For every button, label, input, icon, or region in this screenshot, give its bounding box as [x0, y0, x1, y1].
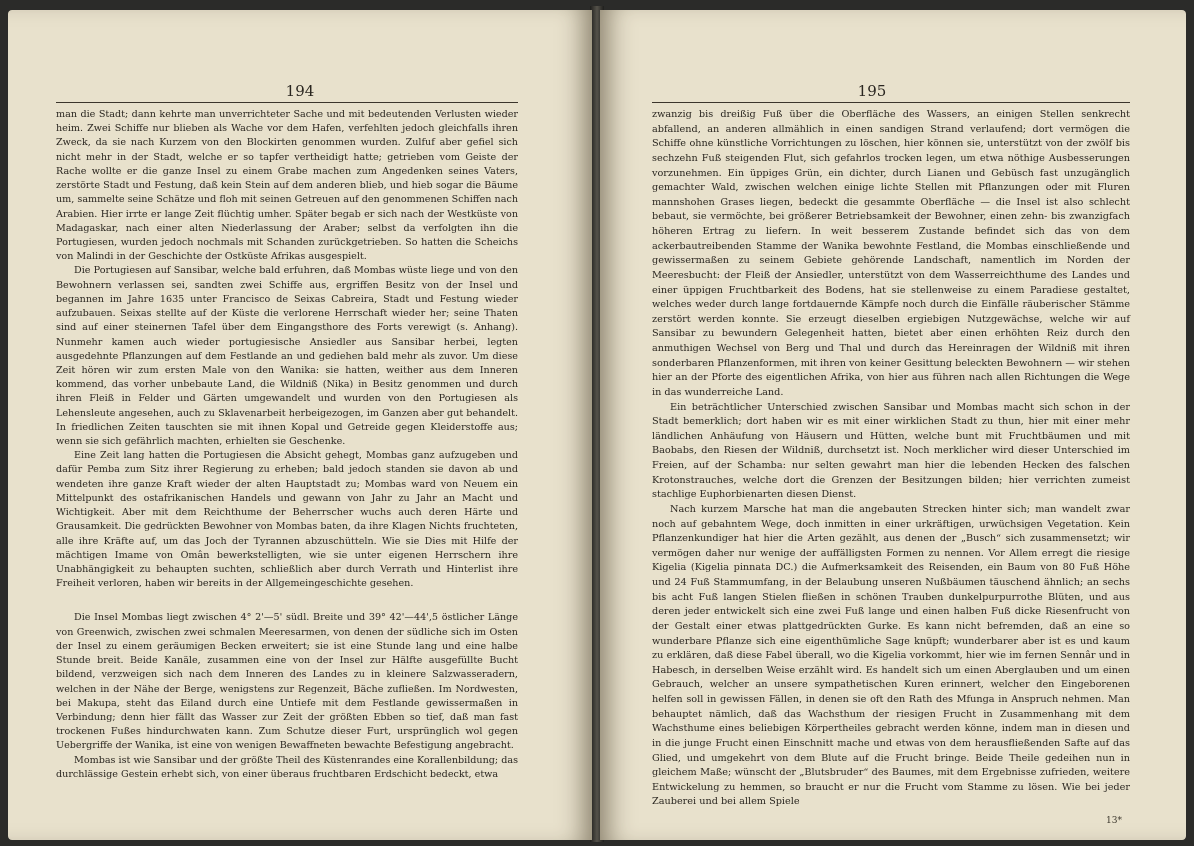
paragraph: Die Insel Mombas liegt zwischen 4° 2'—5' südl. Breite und 39° 42'—44',5 östlicher Länge von Greenwich, zwischen zwei schmalen Meeresarmen, von denen der südliche sich im Osten der Insel zu einem geräumigen Becken erweitert; sie ist eine Stunde lang und eine halbe Stunde breit. Beide Kanäle, zusammen eine von der Insel zur Hälfte ausgefüllte Bucht bildend, verzweigen sich nach dem Inneren des Landes zu in kleinere Salzwasseradern, welchen in der Nähe der Berge, wenigstens zur Regenzeit, Bäche zufließen. Im Nordwesten, bei Makupa, steht das Eiland durch eine Untiefe mit dem Festlande gewissermaßen in Verbindung; denn hier fällt das Wasser zur Zeit der größten Ebben so tief, daß man fast trockenen Fußes hindurchwaten kann. Zum Schutze dieser Furt, ursprünglich wol gegen Uebergriffe der Wanika, ist eine von wenigen Bewaffneten bewachte Befestigung angebracht.: [56, 612, 518, 752]
paragraph: Eine Zeit lang hatten die Portugiesen die Absicht gehegt, Mombas ganz aufzugeben und dafür Pemba zum Sitz ihrer Regierung zu erheben; bald jedoch standen sie davon ab und wendeten ihre ganze Kraft wieder der alten Hauptstadt zu; Mombas ward von Neuem ein Mittelpunkt des ostafrikanischen Handels und gewann von Jahr zu Jahr an Macht und Wichtigkeit. Aber mit dem Reichthume der Beherrscher wuchs auch deren Härte und Grausamkeit. Die gedrückten Bewohner von Mombas baten, da ihre Klagen Nichts fruchteten, alle ihre Kräfte auf, um das Joch der Tyrannen abzuschütteln. Wie sie Dies mit Hilfe der mächtigen Imame von Omân bewerkstelligten, wie sie unter eigenen Herrschern ihre Unabhängigkeit zu behaupten suchten, schließlich aber durch Verrath und Hinterlist ihre Freiheit verloren, haben wir bereits in der Allgemeingeschichte gesehen.: [56, 450, 518, 590]
left-page-text: [56, 108, 518, 782]
left-page: [8, 10, 592, 840]
page-number: 194: [285, 82, 315, 100]
header-rule: [56, 102, 518, 103]
signature-mark: 13*: [1106, 816, 1122, 826]
paragraph: Die Portugiesen auf Sansibar, welche bald erfuhren, daß Mombas wüste liege und von den Bewohnern verlassen sei, sandten zwei Schiffe aus, ergriffen Besitz von der Insel und begannen im Jahre 1635 unter Francisco de Seixas Cabreira, Stadt und Festung wieder aufzubauen. Seixas stellte auf der Küste die verlorene Herrschaft wieder her; seine Thaten sind auf einer steinernen Tafel über dem Eingangsthore des Forts verewigt (s. Anhang). Nunmehr kamen auch wieder portugiesische Ansiedler aus Sansibar herbei, legten ausgedehnte Pflanzungen auf dem Festlande an und gediehen bald mehr als zuvor. Um diese Zeit hören wir zum ersten Male von den Wanika: sie hatten, weither aus dem Inneren kommend, das vorher unbebaute Land, die Wildniß (Nika) in Besitz genommen und durch ihren Fleiß in Felder und Gärten umgewandelt und wurden von den Portugiesen als Lehensleute angesehen, auch zu Sklavenarbeit herbeigezogen, im Ganzen aber gut behandelt. In friedlichen Zeiten tauschten sie mit ihnen Kopal und Getreide gegen Kleiderstoffe aus; wenn sie sich gefährlich machten, erhielten sie Geschenke.: [56, 265, 518, 448]
right-page: [600, 10, 1186, 840]
page-number: 195: [857, 82, 887, 100]
paragraph: Mombas ist wie Sansibar und der größte Theil des Küstenrandes eine Korallenbildung; das durchlässige Gestein erhebt sich, von einer überaus fruchtbaren Erdschicht bedeckt, etwa: [56, 754, 518, 780]
paragraph: zwanzig bis dreißig Fuß über die Oberfläche des Wassers, an einigen Stellen senkrecht abfallend, an anderen allmählich in einen sandigen Strand verlaufend; dort vermögen die Schiffe ohne künstliche Vorrichtungen zu löschen, hier können sie, unterstützt von der zwölf bis sechzehn Fuß steigenden Flut, sich gefahrlos trocken legen, um etwa nöthige Ausbesserungen vorzunehmen. Ein üppiges Grün, ein dichter, durch Lianen und Gebüsch fast unzugänglich gemachter Wald, zwischen welchen einige lichte Stellen mit Pflanzungen oder mit Fluren mannshohen Grases liegen, bedeckt die gesammte Oberfläche — die Insel ist also schlecht bebaut, sie vermöchte, bei größerer Betriebsamkeit der Bewohner, einen zehn- bis zwanzigfach höheren Ertrag zu liefern. In weit besserem Zustande befindet sich das von dem ackerbautreibenden Stamme der Wanika bewohnte Festland, die Mombas einschließende und gewissermaßen zu seinem Gebiete gehörende Landschaft, namentlich im Norden der Meeresbucht: der Fleiß der Ansiedler, unterstützt von dem Wasserreichthume des Landes und einer üppigen Fruchtbarkeit des Bodens, hat sie stellenweise zu einem Paradiese gestaltet, welches weder durch lange fortdauernde Kämpfe noch durch die Einfälle räuberischer Stämme zerstört werden konnte. Sie erzeugt dieselben ergiebigen Nutzgewächse, welche wir auf Sansibar zu bewundern Gelegenheit hatten, bietet aber einen erhöhten Reiz durch den anmuthigen Wechsel von Berg und Thal und durch das Hereinragen der Wildniß mit ihren sonderbaren Pflanzenformen, mit ihren von keiner Gesittung beleckten Bewohnern — wir stehen hier an der Pforte des eigentlichen Afrika, von hier aus führen nach allen Richtungen die Wege in das wunderreiche Land.: [652, 109, 1130, 398]
header-rule: [652, 102, 1130, 103]
paragraph: Ein beträchtlicher Unterschied zwischen Sansibar und Mombas macht sich schon in der Stadt bemerklich; dort haben wir es mit einer wirklichen Stadt zu thun, hier mit einer mehr ländlichen Anhäufung von Häusern und Hütten, welche bunt mit Fruchtbäumen und mit Baobabs, den Riesen der Wildniß, durchsetzt ist. Noch merklicher wird dieser Unterschied im Freien, auf der Schamba: nur selten gewahrt man hier die lebenden Hecken des falschen Krotonstrauches, welche dort die Grenzen der Besitzungen bilden; hier verrichten zumeist stachlige Euphorbienarten diesen Dienst.: [652, 401, 1130, 501]
paragraph: Nach kurzem Marsche hat man die angebauten Strecken hinter sich; man wandelt zwar noch auf gebahntem Wege, doch inmitten in einer urkräftigen, urwüchsigen Vegetation. Kein Pflanzenkundiger hat hier die Arten gezählt, aus denen der „Busch“ sich zusammensetzt; wir vermögen daher nur wenige der auffälligsten Formen zu nennen. Vor Allem erregt die riesige Kigelia (Kigelia pinnata DC.) die Aufmerksamkeit des Reisenden, ein Baum von 80 Fuß Höhe und 24 Fuß Stammumfang, in der Belaubung unseren Nußbäumen täuschend ähnlich; an sechs bis acht Fuß langen Stielen fließen in schönen Trauben dunkelpurpurrothe Blüten, und aus deren jeder entwickelt sich eine zwei Fuß lange und einen halben Fuß dicke Riesenfrucht von der Gestalt einer etwas plattgedrückten Gurke. Es kann nicht befremden, daß an eine so wunderbare Pflanze sich eine eigenthümliche Sage knüpft; wunderbarer aber ist es und kaum zu erklären, daß diese Fabel überall, wo die Kigelia vorkommt, hier wie im fernen Sennâr und in Habesch, in derselben Weise erzählt wird. Es handelt sich um einen Aberglauben und um einen Gebrauch, welcher an unsere sympathetischen Kuren erinnert, welcher den Eingeborenen helfen soll in gewissen Fällen, in denen sie oft den Rath des Mfunga in Anspruch nehmen. Man behauptet nämlich, daß das Wachsthum der riesigen Frucht in Zusammenhang mit dem Wachsthume eines beliebigen Körpertheiles gebracht werden könne, indem man in diesen und in die junge Frucht einen Einschnitt mache und etwas von dem herausfließenden Safte auf das Glied, und umgekehrt von dem Blute auf die Frucht bringe. Beide Theile gedeihen nun in gleichem Maße; wünscht der „Blutsbruder“ des Baumes, mit dem Ergebnisse zufrieden, weitere Entwickelung zu hemmen, so braucht er nur die Frucht vom Stamme zu lösen. Wie bei jeder Zauberei und bei allem Spiele: [652, 503, 1130, 808]
paragraph: man die Stadt; dann kehrte man unverrichteter Sache und mit bedeutenden Verlusten wieder heim. Zwei Schiffe nur blieben als Wache vor dem Hafen, verfehlten jedoch gleichfalls ihren Zweck, da sie nach Kurzem von den Blockirten genommen wurden. Zulfuf aber gefiel sich nicht mehr in der Stadt, welche er so tapfer vertheidigt hatte; getrieben vom Geiste der Rache wollte er die ganze Insel zu einem Grabe machen zum Angedenken seines Vaters, zerstörte Stadt und Festung, daß kein Stein auf dem anderen blieb, und hieb sogar die Bäume um, sammelte seine Schätze und floh mit seinen Getreuen auf den genommenen Schiffen nach Arabien. Hier irrte er lange Zeit flüchtig umher. Später begab er sich nach der Westküste von Madagaskar, nach einer alten Niederlassung der Araber; selbst da verfolgten ihn die Portugiesen, wurden jedoch nochmals mit Schanden zurückgetrieben. So hatten die Scheichs von Malindi in der Geschichte der Ostküste Afrikas ausgespielt.: [56, 109, 518, 263]
right-page-text: [652, 108, 1130, 810]
